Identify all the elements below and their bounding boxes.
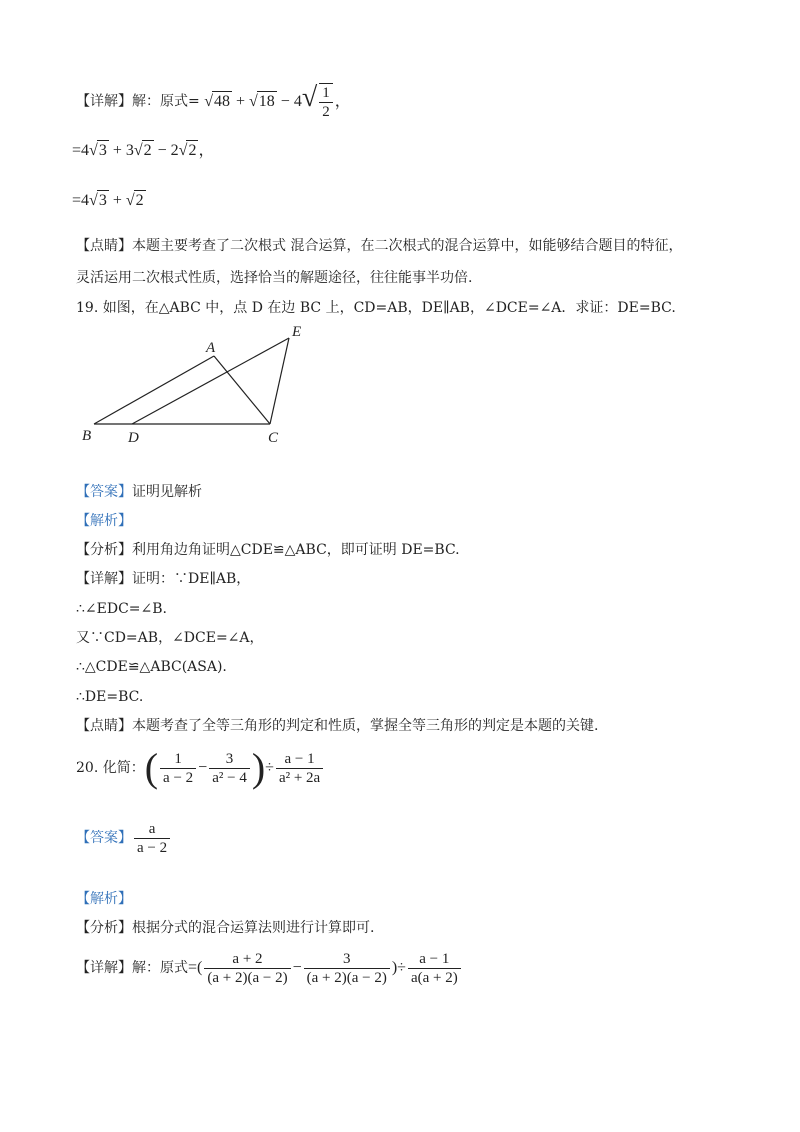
q19-answer: 【答案】证明见解析 [76, 484, 202, 500]
q19-detail-l2: ∴∠EDC=∠B. [76, 601, 167, 617]
segment-BA [94, 356, 214, 424]
q18-step2: =4√3 + 3√2 − 2√2 ， [72, 142, 215, 159]
q20-detail: 【详解】解：原式=( $\frac{a + 2}{(a + 2)(a - 2)}$ − $\frac{3}{(a + 2)(a - 2)}$ )÷ $\frac{a - 1}{a(a + 2)}$ [76, 948, 463, 988]
detail-prefix: 解：原式= [132, 93, 200, 110]
q20-analyze: 【分析】根据分式的混合运算法则进行计算即可. [76, 920, 375, 936]
comment-tag: 【点睛】 [76, 238, 132, 254]
label-B: B [82, 428, 92, 444]
q19-detail-l1: 【详解】证明：∵DE∥AB， [76, 571, 251, 587]
label-A: A [206, 340, 216, 356]
label-D: D [128, 430, 139, 446]
q19-stem: 19. 如图，在△ABC 中，点 D 在边 BC 上，CD=AB，DE∥AB，∠DCE=∠A．求证：DE=BC. [76, 300, 676, 316]
q20-stem: 20. 化简：( $\frac{1}{a - 2}$ − $\frac{3}{\text{a² − 4}}$ )÷ $\frac{a - 1}{\text{a² + 2a}}$ [76, 748, 325, 788]
q19-detail-l3: 又∵CD=AB，∠DCE=∠A， [76, 630, 264, 646]
q18-step3: =4√3 + √2 [72, 192, 144, 209]
q19-analyze: 【分析】利用角边角证明△CDE≌△ABC，即可证明 DE=BC. [76, 542, 460, 558]
segment-AC [214, 356, 270, 424]
q20-answer: 【答案】 $\frac{a}{a - 2}$ [76, 818, 172, 858]
q19-detail-l4: ∴△CDE≌△ABC(ASA). [76, 659, 227, 675]
q19-figure [80, 322, 320, 447]
q19-detail-l5: ∴DE=BC. [76, 689, 144, 705]
answer-tag: 【答案】 [76, 484, 132, 500]
q18-detail-line [76, 83, 351, 121]
answer-tag: 【答案】 [76, 830, 132, 846]
q18-expression: √48 + √18 − 4√ $\frac{1}{2}$ ， [204, 81, 351, 120]
detail-tag: 【详解】 [76, 93, 132, 110]
q18-comment-l2: 灵活运用二次根式性质，选择恰当的解题途径，往往能事半功倍. [76, 270, 473, 286]
q19-analysis-tag: 【解析】 [76, 513, 132, 529]
q18-comment-l1: 【点睛】本题主要考查了二次根式 混合运算，在二次根式的混合运算中，如能够结合题目的特征， [76, 238, 683, 254]
q19-comment: 【点睛】本题考查了全等三角形的判定和性质，掌握全等三角形的判定是本题的关键. [76, 718, 599, 734]
label-C: C [268, 430, 279, 446]
segment-CE [270, 338, 289, 424]
label-E: E [292, 324, 302, 340]
q20-analysis-tag: 【解析】 [76, 891, 132, 907]
